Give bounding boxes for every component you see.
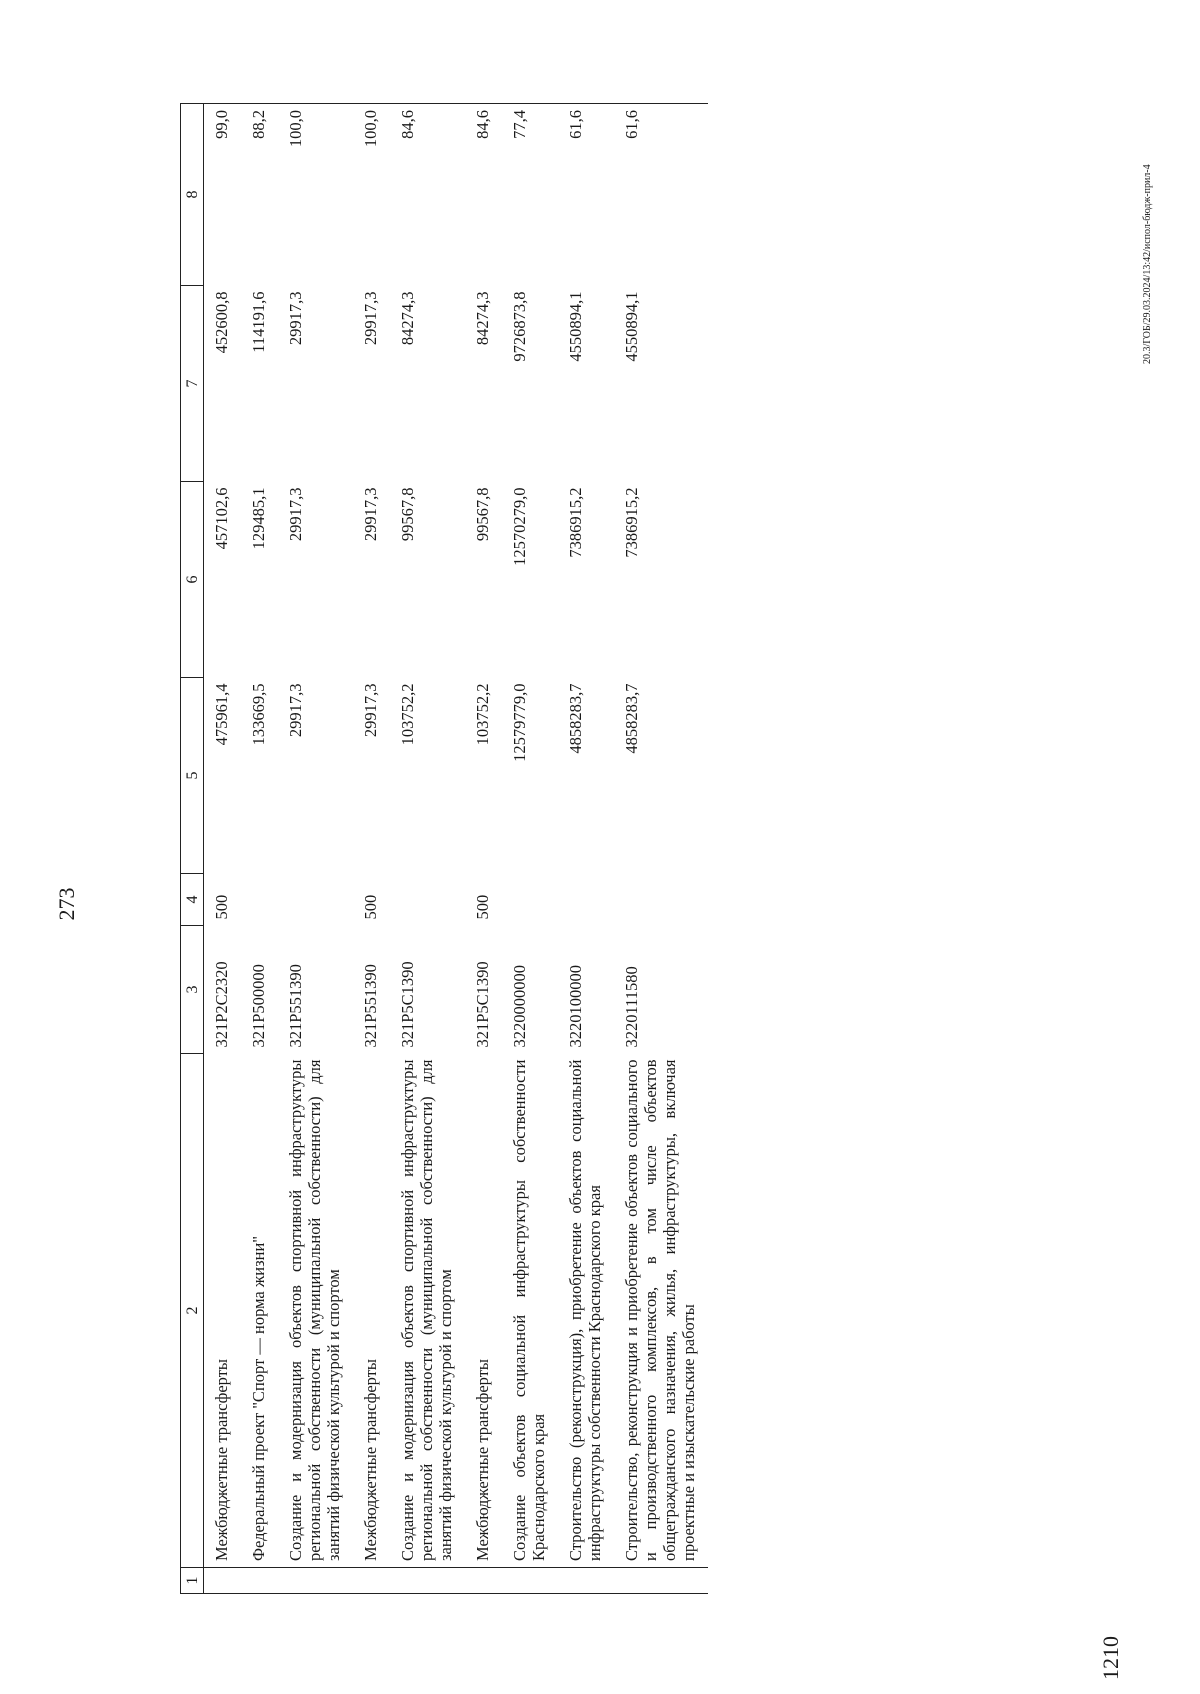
percent-col8: 61,6 xyxy=(614,104,708,286)
expense-type xyxy=(502,874,558,926)
target-code: 321P2C2320 xyxy=(212,961,231,1048)
row-number-cell xyxy=(614,1568,708,1594)
column-header: 7 xyxy=(181,286,204,482)
row-number-cell xyxy=(241,1568,278,1594)
value-col6: 7386915,2 xyxy=(622,487,641,558)
value-col6: 7386915,2 xyxy=(566,487,585,558)
value-col5: 29917,3 xyxy=(361,683,380,738)
value-col5: 29917,3 xyxy=(286,683,305,738)
table-row xyxy=(502,104,558,1594)
percent-col8: 84,6 xyxy=(390,104,465,286)
item-name: Создание объектов социальной инфраструктуры собственности Краснодарского края xyxy=(510,1059,548,1561)
item-name: Федеральный проект "Спорт — норма жизни" xyxy=(249,1235,268,1561)
percent-col8: 77,4 xyxy=(502,104,558,286)
sheet-number: 1210 xyxy=(1098,1636,1123,1680)
expense-type: 500 xyxy=(473,894,492,920)
row-number-cell xyxy=(465,1568,502,1594)
document-code: 20.3/ГОБ/29.03.2024/13:42/испол-бюдж-прил-4 xyxy=(1142,164,1153,364)
item-name: Создание и модернизация объектов спортивной инфраструктуры региональной собственности (муниципальной собственности) для занятий физической культурой и спортом xyxy=(398,1059,455,1561)
percent-col8: 84,6 xyxy=(465,104,502,286)
column-number-row xyxy=(181,104,204,1594)
value-col6: 29917,3 xyxy=(286,487,305,542)
value-col7: 29917,3 xyxy=(286,291,305,346)
expense-type xyxy=(614,874,708,926)
table-row xyxy=(353,104,390,1594)
value-col5: 475961,4 xyxy=(212,683,231,746)
value-col7: 4550894,1 xyxy=(566,291,585,362)
table-row xyxy=(278,104,353,1594)
column-header: 1 xyxy=(181,1568,204,1594)
column-header: 3 xyxy=(181,926,204,1054)
target-code: 3220000000 xyxy=(510,965,529,1048)
target-code: 321P551390 xyxy=(286,964,305,1048)
value-col5: 103752,2 xyxy=(398,683,417,746)
table-row xyxy=(465,104,502,1594)
table-row xyxy=(614,104,708,1594)
value-col7: 452600,8 xyxy=(212,291,231,354)
value-col7: 29917,3 xyxy=(361,291,380,346)
percent-col8: 100,0 xyxy=(278,104,353,286)
value-col7: 84274,3 xyxy=(473,291,492,346)
column-header: 6 xyxy=(181,482,204,678)
expense-type xyxy=(241,874,278,926)
value-col6: 99567,8 xyxy=(473,487,492,542)
expense-type xyxy=(558,874,614,926)
row-number-cell xyxy=(278,1568,353,1594)
value-col6: 12570279,0 xyxy=(510,487,529,566)
value-col7: 84274,3 xyxy=(398,291,417,346)
item-name: Межбюджетные трансферты xyxy=(361,1358,380,1561)
value-col5: 133669,5 xyxy=(249,683,268,746)
value-col5: 12579779,0 xyxy=(510,683,529,762)
value-col7: 114191,6 xyxy=(249,291,268,353)
percent-col8: 100,0 xyxy=(353,104,390,286)
target-code: 3220111580 xyxy=(622,966,641,1048)
value-col6: 129485,1 xyxy=(249,487,268,550)
target-code: 321P500000 xyxy=(249,964,268,1048)
value-col6: 29917,3 xyxy=(361,487,380,542)
value-col6: 457102,6 xyxy=(212,487,231,550)
percent-col8: 88,2 xyxy=(241,104,278,286)
table-row xyxy=(390,104,465,1594)
table-row xyxy=(241,104,278,1594)
target-code: 321P5C1390 xyxy=(473,961,492,1048)
table-row xyxy=(204,104,242,1594)
target-code: 321P5C1390 xyxy=(398,961,417,1048)
page-number: 273 xyxy=(54,887,79,921)
row-number-cell xyxy=(390,1568,465,1594)
column-header: 4 xyxy=(181,874,204,926)
column-header: 5 xyxy=(181,678,204,874)
item-name: Строительство (реконструкция), приобретение объектов социальной инфраструктуры собственности Краснодарского края xyxy=(566,1059,604,1561)
row-number-cell xyxy=(353,1568,390,1594)
column-header: 2 xyxy=(181,1054,204,1568)
expense-type xyxy=(278,874,353,926)
budget-table xyxy=(180,103,708,1594)
item-name: Создание и модернизация объектов спортивной инфраструктуры региональной собственности (муниципальной собственности) для занятий физической культурой и спортом xyxy=(286,1059,343,1561)
value-col7: 9726873,8 xyxy=(510,291,529,362)
column-header: 8 xyxy=(181,104,204,286)
target-code: 3220100000 xyxy=(566,965,585,1048)
row-number-cell xyxy=(204,1568,242,1594)
value-col5: 4858283,7 xyxy=(622,683,641,754)
row-number-cell xyxy=(558,1568,614,1594)
item-name: Межбюджетные трансферты xyxy=(473,1358,492,1561)
value-col5: 103752,2 xyxy=(473,683,492,746)
expense-type: 500 xyxy=(361,894,380,920)
percent-col8: 99,0 xyxy=(204,104,242,286)
value-col7: 4550894,1 xyxy=(622,291,641,362)
value-col5: 4858283,7 xyxy=(566,683,585,754)
item-name: Строительство, реконструкция и приобретение объектов социального и производственного комплексов, в том числе объектов общегражданского назначения, жилья, инфраструктуры, включая проектные и изыскательские работы xyxy=(622,1059,698,1561)
target-code: 321P551390 xyxy=(361,964,380,1048)
expense-type: 500 xyxy=(212,894,231,920)
row-number-cell xyxy=(502,1568,558,1594)
item-name: Межбюджетные трансферты xyxy=(212,1358,231,1561)
expense-type xyxy=(390,874,465,926)
percent-col8: 61,6 xyxy=(558,104,614,286)
value-col6: 99567,8 xyxy=(398,487,417,542)
table-row xyxy=(558,104,614,1594)
